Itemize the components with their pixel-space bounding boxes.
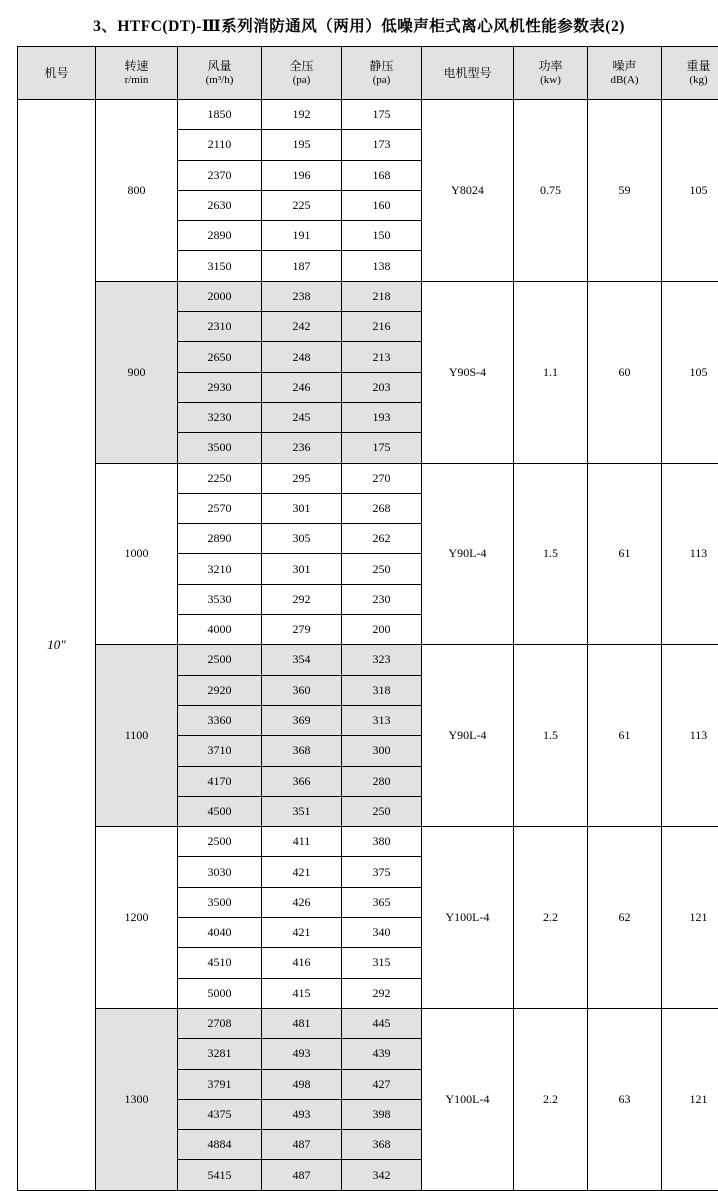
header-label-total-pressure: 全压 [289,59,313,73]
cell-rpm: 1100 [96,645,178,827]
cell-power: 1.1 [514,281,588,463]
cell-air-flow: 2708 [178,1008,262,1038]
cell-static-pressure: 292 [342,978,422,1008]
cell-air-flow: 3500 [178,887,262,917]
cell-motor-model: Y100L-4 [422,827,514,1009]
cell-noise: 61 [588,645,662,827]
cell-total-pressure: 191 [262,221,342,251]
header-cell-motor-model [422,47,514,100]
cell-total-pressure: 360 [262,675,342,705]
cell-power: 1.5 [514,463,588,645]
cell-static-pressure: 175 [342,433,422,463]
cell-air-flow: 5415 [178,1160,262,1190]
header-unit-flow: (m³/h) [178,73,261,87]
cell-air-flow: 5000 [178,978,262,1008]
header-cell-rpm [96,47,178,100]
cell-total-pressure: 416 [262,948,342,978]
cell-total-pressure: 238 [262,281,342,311]
cell-total-pressure: 354 [262,645,342,675]
cell-total-pressure: 487 [262,1160,342,1190]
cell-noise: 63 [588,1008,662,1190]
cell-air-flow: 1850 [178,100,262,130]
cell-total-pressure: 242 [262,312,342,342]
cell-air-flow: 4500 [178,796,262,826]
cell-rpm: 800 [96,100,178,282]
header-label-rpm: 转速 [124,59,148,73]
cell-total-pressure: 368 [262,736,342,766]
cell-static-pressure: 230 [342,584,422,614]
cell-total-pressure: 421 [262,857,342,887]
header-cell-noise [588,47,662,100]
cell-total-pressure: 246 [262,372,342,402]
cell-total-pressure: 301 [262,554,342,584]
cell-air-flow: 2500 [178,827,262,857]
cell-static-pressure: 315 [342,948,422,978]
cell-weight: 113 [662,463,718,645]
cell-total-pressure: 225 [262,190,342,220]
cell-noise: 59 [588,100,662,282]
cell-air-flow: 3500 [178,433,262,463]
table-row [18,1008,718,1038]
cell-air-flow: 2310 [178,312,262,342]
fan-model-value: 10″ [47,637,65,652]
cell-static-pressure: 368 [342,1130,422,1160]
cell-air-flow: 4170 [178,766,262,796]
cell-total-pressure: 248 [262,342,342,372]
cell-total-pressure: 305 [262,524,342,554]
header-cell-static-pressure [342,47,422,100]
cell-power: 1.5 [514,645,588,827]
cell-total-pressure: 292 [262,584,342,614]
header-cell-flow [178,47,262,100]
performance-parameter-table [17,46,718,1191]
table-row [18,281,718,311]
cell-air-flow: 3281 [178,1039,262,1069]
cell-total-pressure: 421 [262,918,342,948]
cell-static-pressure: 340 [342,918,422,948]
cell-weight: 105 [662,281,718,463]
header-unit-rpm: r/min [96,73,177,87]
cell-air-flow: 2890 [178,221,262,251]
cell-static-pressure: 398 [342,1099,422,1129]
cell-static-pressure: 173 [342,130,422,160]
table-container [0,46,718,1191]
cell-air-flow: 2890 [178,524,262,554]
header-label-weight: 重量 [686,59,710,73]
cell-air-flow: 3360 [178,705,262,735]
header-unit-total-pressure: (pa) [262,73,341,87]
header-label-power: 功率 [538,59,562,73]
cell-static-pressure: 365 [342,887,422,917]
cell-static-pressure: 250 [342,796,422,826]
cell-fan-model [18,100,96,1191]
cell-total-pressure: 411 [262,827,342,857]
cell-static-pressure: 203 [342,372,422,402]
cell-static-pressure: 313 [342,705,422,735]
cell-noise: 62 [588,827,662,1009]
cell-total-pressure: 369 [262,705,342,735]
cell-air-flow: 3030 [178,857,262,887]
cell-static-pressure: 262 [342,524,422,554]
cell-air-flow: 2920 [178,675,262,705]
cell-air-flow: 2570 [178,493,262,523]
cell-total-pressure: 415 [262,978,342,1008]
table-header [18,47,718,100]
cell-air-flow: 4884 [178,1130,262,1160]
cell-static-pressure: 270 [342,463,422,493]
table-row [18,100,718,130]
cell-static-pressure: 342 [342,1160,422,1190]
cell-air-flow: 3791 [178,1069,262,1099]
cell-power: 2.2 [514,827,588,1009]
header-label-static-pressure: 静压 [369,59,393,73]
cell-motor-model: Y100L-4 [422,1008,514,1190]
cell-static-pressure: 138 [342,251,422,281]
cell-weight: 121 [662,827,718,1009]
cell-air-flow: 3710 [178,736,262,766]
cell-total-pressure: 301 [262,493,342,523]
header-label-model: 机号 [44,66,68,80]
header-unit-noise: dB(A) [588,73,661,87]
header-cell-model [18,47,96,100]
cell-total-pressure: 498 [262,1069,342,1099]
cell-static-pressure: 375 [342,857,422,887]
cell-total-pressure: 366 [262,766,342,796]
cell-air-flow: 2500 [178,645,262,675]
cell-static-pressure: 175 [342,100,422,130]
header-cell-total-pressure [262,47,342,100]
cell-rpm: 1300 [96,1008,178,1190]
table-row [18,645,718,675]
cell-total-pressure: 351 [262,796,342,826]
table-body [18,100,718,1191]
cell-air-flow: 2000 [178,281,262,311]
cell-static-pressure: 445 [342,1008,422,1038]
cell-total-pressure: 236 [262,433,342,463]
cell-motor-model: Y8024 [422,100,514,282]
cell-noise: 61 [588,463,662,645]
header-label-motor-model: 电机型号 [443,66,491,80]
cell-total-pressure: 295 [262,463,342,493]
cell-static-pressure: 268 [342,493,422,523]
cell-weight: 105 [662,100,718,282]
cell-total-pressure: 493 [262,1039,342,1069]
cell-weight: 113 [662,645,718,827]
cell-air-flow: 3150 [178,251,262,281]
cell-air-flow: 2110 [178,130,262,160]
table-row [18,463,718,493]
cell-air-flow: 2630 [178,190,262,220]
cell-total-pressure: 493 [262,1099,342,1129]
cell-static-pressure: 218 [342,281,422,311]
header-unit-power: (kw) [514,73,587,87]
header-cell-power [514,47,588,100]
cell-air-flow: 2930 [178,372,262,402]
cell-static-pressure: 213 [342,342,422,372]
cell-power: 0.75 [514,100,588,282]
cell-air-flow: 3210 [178,554,262,584]
cell-total-pressure: 245 [262,402,342,432]
cell-static-pressure: 280 [342,766,422,796]
cell-total-pressure: 192 [262,100,342,130]
cell-static-pressure: 439 [342,1039,422,1069]
page-title: 3、HTFC(DT)-Ⅲ系列消防通风（两用）低噪声柜式离心风机性能参数表(2) [0,0,718,46]
cell-air-flow: 4510 [178,948,262,978]
cell-air-flow: 4000 [178,615,262,645]
cell-total-pressure: 426 [262,887,342,917]
cell-static-pressure: 200 [342,615,422,645]
cell-total-pressure: 487 [262,1130,342,1160]
cell-total-pressure: 279 [262,615,342,645]
cell-total-pressure: 187 [262,251,342,281]
cell-static-pressure: 193 [342,402,422,432]
cell-static-pressure: 168 [342,160,422,190]
cell-rpm: 900 [96,281,178,463]
cell-air-flow: 3230 [178,402,262,432]
cell-air-flow: 2250 [178,463,262,493]
cell-static-pressure: 318 [342,675,422,705]
header-cell-weight [662,47,718,100]
cell-noise: 60 [588,281,662,463]
cell-static-pressure: 300 [342,736,422,766]
cell-power: 2.2 [514,1008,588,1190]
cell-static-pressure: 323 [342,645,422,675]
cell-motor-model: Y90S-4 [422,281,514,463]
cell-air-flow: 2650 [178,342,262,372]
cell-air-flow: 4040 [178,918,262,948]
header-unit-weight: (kg) [662,73,718,87]
cell-total-pressure: 196 [262,160,342,190]
header-unit-static-pressure: (pa) [342,73,421,87]
header-label-noise: 噪声 [612,59,636,73]
cell-weight: 121 [662,1008,718,1190]
cell-static-pressure: 150 [342,221,422,251]
header-label-flow: 风量 [207,59,231,73]
cell-static-pressure: 160 [342,190,422,220]
cell-static-pressure: 427 [342,1069,422,1099]
cell-total-pressure: 481 [262,1008,342,1038]
cell-air-flow: 2370 [178,160,262,190]
cell-total-pressure: 195 [262,130,342,160]
header-row [18,47,718,100]
cell-static-pressure: 380 [342,827,422,857]
cell-static-pressure: 250 [342,554,422,584]
cell-static-pressure: 216 [342,312,422,342]
cell-air-flow: 4375 [178,1099,262,1129]
cell-motor-model: Y90L-4 [422,645,514,827]
cell-air-flow: 3530 [178,584,262,614]
cell-rpm: 1000 [96,463,178,645]
table-row [18,827,718,857]
cell-rpm: 1200 [96,827,178,1009]
cell-motor-model: Y90L-4 [422,463,514,645]
